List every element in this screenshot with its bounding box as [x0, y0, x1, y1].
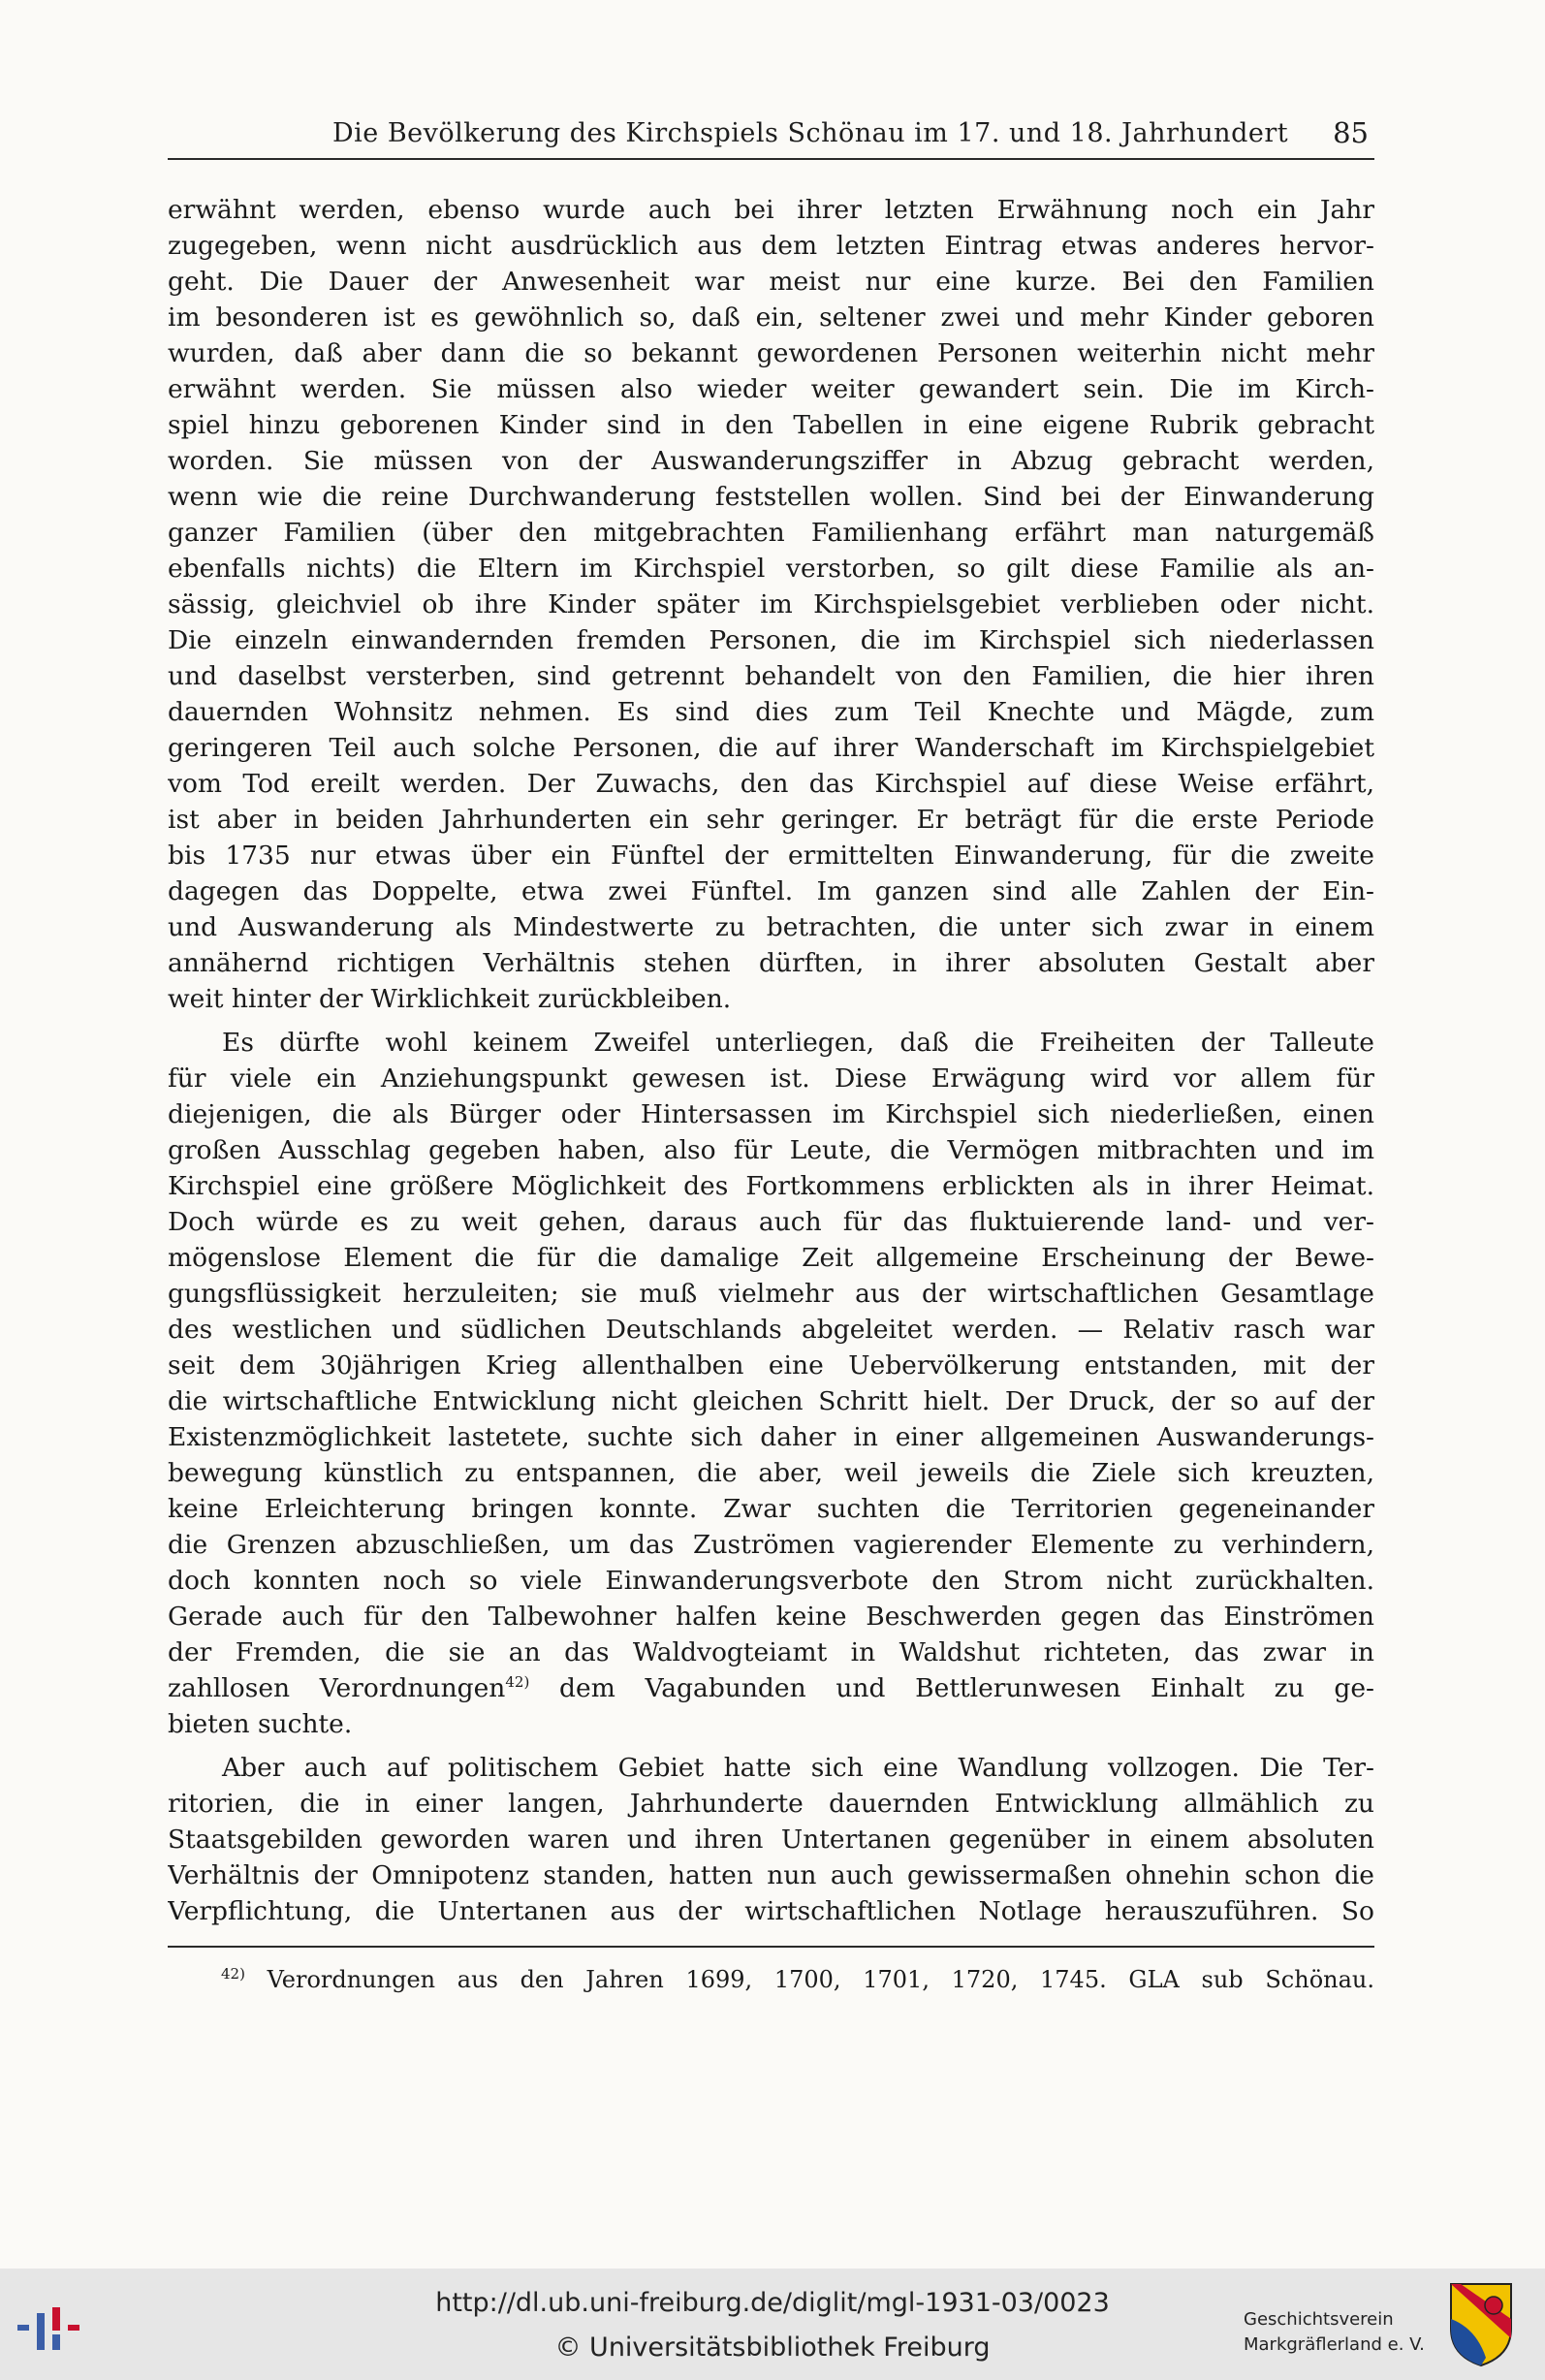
text-line: im besonderen ist es gewöhnlich so, daß ein, seltener zwei und mehr Kinder geboren	[168, 302, 1374, 333]
text-fragment: zahllosen Verordnungen	[168, 1673, 506, 1703]
text-line: weit hinter der Wirklichkeit zurückbleiben.	[168, 984, 732, 1014]
text-line: ebenfalls nichts) die Eltern im Kirchspiel verstorben, so gilt diese Familie als an-	[168, 554, 1374, 584]
text-line: ritorien, die in einer langen, Jahrhunderte dauernden Entwicklung allmählich zu	[168, 1789, 1374, 1819]
footnote-reference[interactable]: 42)	[505, 1673, 530, 1692]
text-line: keine Erleichterung bringen konnte. Zwar suchten die Territorien gegeneinander	[168, 1494, 1374, 1524]
society-name[interactable]	[1244, 2307, 1425, 2358]
text-line: bewegung künstlich zu entspannen, die aber, weil jeweils die Ziele sich kreuzten,	[168, 1458, 1374, 1488]
text-line: Verpflichtung, die Untertanen aus der wirtschaftlichen Notlage herauszuführen. So	[168, 1896, 1374, 1926]
running-title: Die Bevölkerung des Kirchspiels Schönau im 17. und 18. Jahrhundert	[332, 118, 1289, 148]
text-line: Es dürfte wohl keinem Zweifel unterliegen, daß die Freiheiten der Talleute	[222, 1028, 1374, 1058]
document-url[interactable]: http://dl.ub.uni-freiburg.de/diglit/mgl-1931-03/0023	[435, 2288, 1110, 2318]
text-line: vom Tod ereilt werden. Der Zuwachs, den das Kirchspiel auf diese Weise erfährt,	[168, 769, 1374, 799]
text-line: wurden, daß aber dann die so bekannt gewordenen Personen weiterhin nicht mehr	[168, 338, 1374, 368]
running-header	[168, 114, 1374, 163]
text-line: zugegeben, wenn nicht ausdrücklich aus dem letzten Eintrag etwas anderes hervor-	[168, 231, 1374, 261]
society-line: Markgräflerland e. V.	[1244, 2334, 1425, 2355]
text-line: Staatsgebilden geworden waren und ihren Untertanen gegenüber in einem absoluten	[168, 1825, 1374, 1855]
text-line: ganzer Familien (über den mitgebrachten Familienhang erfährt man naturgemäß	[168, 518, 1374, 548]
text-line: und Auswanderung als Mindestwerte zu betrachten, die unter sich zwar in einem	[168, 912, 1374, 942]
footnote-rule	[168, 1946, 1374, 1948]
text-line: ist aber in beiden Jahrhunderten ein sehr geringer. Er beträgt für die erste Periode	[168, 805, 1374, 835]
text-line: des westlichen und südlichen Deutschlands abgeleitet werden. — Relativ rasch war	[168, 1315, 1374, 1345]
text-line: Existenzmöglichkeit lastetete, suchte sich daher in einer allgemeinen Auswanderungs-	[168, 1422, 1374, 1452]
text-line: Gerade auch für den Talbewohner halfen keine Beschwerden gegen das Einströmen	[168, 1602, 1374, 1632]
text-line: gungsflüssigkeit herzuleiten; sie muß vielmehr aus der wirtschaftlichen Gesamtlage	[168, 1279, 1374, 1309]
text-line: diejenigen, die als Bürger oder Hintersassen im Kirchspiel sich niederließen, einen	[168, 1099, 1374, 1129]
footnote	[221, 1966, 1374, 1993]
paragraph-3	[168, 1750, 1374, 1929]
text-line: annähernd richtigen Verhältnis stehen dürften, in ihrer absoluten Gestalt aber	[168, 948, 1374, 978]
footnote-marker: 42)	[221, 1965, 245, 1983]
text-line: erwähnt werden. Sie müssen also wieder weiter gewandert sein. Die im Kirch-	[168, 374, 1374, 404]
society-line: Geschichtsverein	[1244, 2309, 1394, 2330]
text-line-with-footnote	[168, 1670, 1374, 1706]
text-line: seit dem 30jährigen Krieg allenthalben eine Uebervölkerung entstanden, mit der	[168, 1350, 1374, 1380]
text-line: die wirtschaftliche Entwicklung nicht gleichen Schritt hielt. Der Druck, der so auf der	[168, 1386, 1374, 1416]
text-line: und daselbst versterben, sind getrennt behandelt von den Familien, die hier ihren	[168, 661, 1374, 691]
text-line: sässig, gleichviel ob ihre Kinder später im Kirchspielsgebiet verblieben oder nicht.	[168, 589, 1374, 619]
text-line: erwähnt werden, ebenso wurde auch bei ihrer letzten Erwähnung noch ein Jahr	[168, 195, 1374, 225]
text-line: großen Ausschlag gegeben haben, also für Leute, die Vermögen mitbrachten und im	[168, 1135, 1374, 1165]
text-line: wenn wie die reine Durchwanderung feststellen wollen. Sind bei der Einwanderung	[168, 482, 1374, 512]
footnote-text: Verordnungen aus den Jahren 1699, 1700, 1701, 1720, 1745. GLA sub Schönau.	[244, 1966, 1374, 1993]
copyright-notice: © Universitätsbibliothek Freiburg	[554, 2332, 991, 2363]
paragraph-2	[168, 1025, 1374, 1742]
text-line: dauernden Wohnsitz nehmen. Es sind dies zum Teil Knechte und Mägde, zum	[168, 697, 1374, 727]
text-line: bis 1735 nur etwas über ein Fünftel der ermittelten Einwanderung, für die zweite	[168, 841, 1374, 871]
text-line: die Grenzen abzuschließen, um das Zuströmen vagierender Elemente zu verhindern,	[168, 1530, 1374, 1560]
text-line: Die einzeln einwandernden fremden Personen, die im Kirchspiel sich niederlassen	[168, 625, 1374, 655]
text-line: Kirchspiel eine größere Möglichkeit des Fortkommens erblickten als in ihrer Heimat.	[168, 1171, 1374, 1201]
page-number: 85	[1333, 116, 1369, 149]
text-line: mögenslose Element die für die damalige Zeit allgemeine Erscheinung der Bewe-	[168, 1243, 1374, 1273]
text-line: geht. Die Dauer der Anwesenheit war meist nur eine kurze. Bei den Familien	[168, 267, 1374, 297]
coat-of-arms-icon[interactable]	[1447, 2280, 1515, 2367]
text-fragment: dem Vagabunden und Bettlerunwesen Einhalt zu ge-	[529, 1673, 1374, 1703]
paragraph-1	[168, 192, 1374, 1017]
body-text	[168, 192, 1374, 1929]
viewer-footer	[0, 2269, 1545, 2380]
text-line: worden. Sie müssen von der Auswanderungsziffer in Abzug gebracht werden,	[168, 446, 1374, 476]
text-line: Verhältnis der Omnipotenz standen, hatten nun auch gewissermaßen ohnehin schon die	[168, 1860, 1374, 1890]
text-line: geringeren Teil auch solche Personen, die auf ihrer Wanderschaft im Kirchspielgebiet	[168, 733, 1374, 763]
text-line: doch konnten noch so viele Einwanderungsverbote den Strom nicht zurückhalten.	[168, 1566, 1374, 1596]
text-line: spiel hinzu geborenen Kinder sind in den Tabellen in eine eigene Rubrik gebracht	[168, 410, 1374, 440]
text-line: Doch würde es zu weit gehen, daraus auch für das fluktuierende land- und ver-	[168, 1207, 1374, 1237]
text-line: Aber auch auf politischem Gebiet hatte sich eine Wandlung vollzogen. Die Ter-	[222, 1753, 1374, 1783]
header-rule	[168, 158, 1374, 160]
text-line: für viele ein Anziehungspunkt gewesen ist. Diese Erwägung wird vor allem für	[168, 1063, 1374, 1094]
text-line: dagegen das Doppelte, etwa zwei Fünftel. Im ganzen sind alle Zahlen der Ein-	[168, 876, 1374, 906]
text-line: der Fremden, die sie an das Waldvogteiamt in Waldshut richteten, das zwar in	[168, 1637, 1374, 1667]
text-line: bieten suchte.	[168, 1709, 353, 1739]
